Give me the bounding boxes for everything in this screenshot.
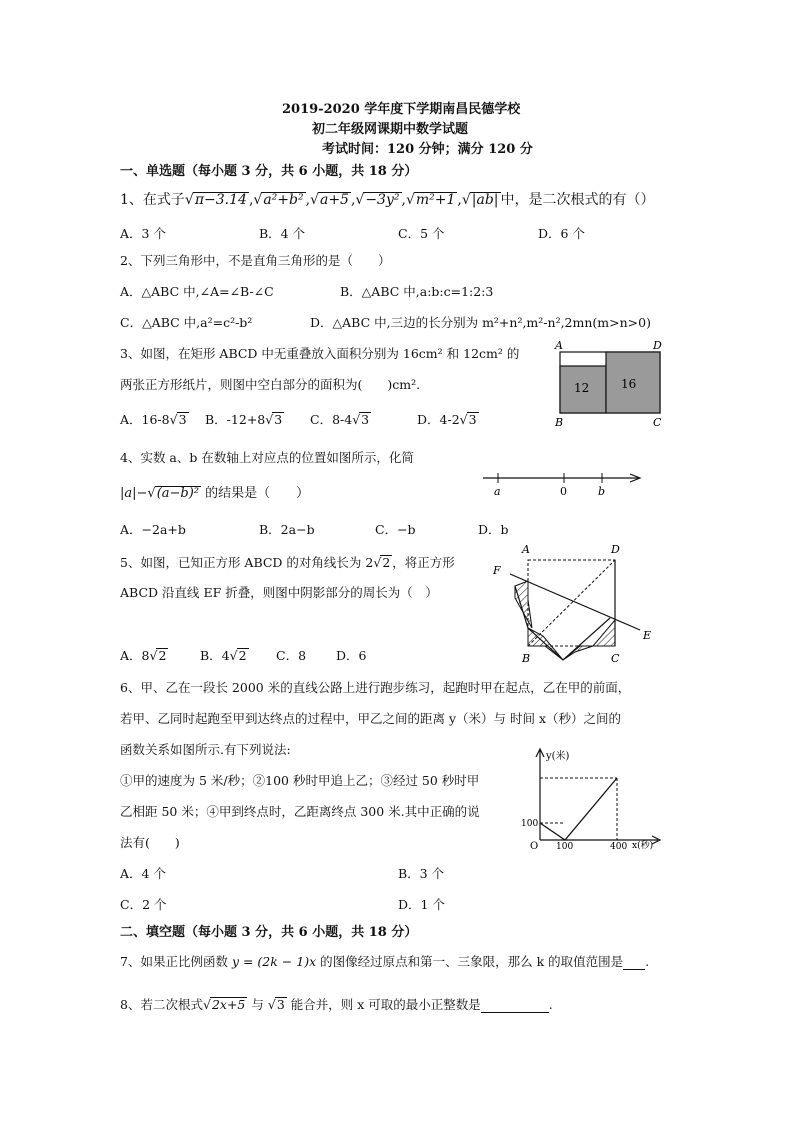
- origin-label: O: [530, 841, 539, 850]
- q1-option-a: A．3 个: [120, 226, 166, 241]
- label-f: F: [493, 564, 501, 577]
- q3-stem-line2: 两张正方形纸片，则图中空白部分的面积为( )cm².: [120, 377, 421, 392]
- q1-prefix: 1、在式子: [120, 192, 185, 208]
- q6-line6: 法有( ): [120, 835, 180, 850]
- point-a: a: [494, 485, 501, 498]
- q3-rectangle-figure: [548, 338, 678, 433]
- shaded-left: [515, 581, 532, 628]
- q3-option-b: B．-12+8√3: [205, 412, 283, 427]
- q8-answer-blank[interactable]: [481, 997, 549, 1013]
- q5-fold-figure: [485, 538, 660, 668]
- q5-option-d: D．6: [336, 648, 367, 663]
- q2-option-d: D．△ABC 中,三边的长分别为 m²+n²,m²-n²,2mn(m>n>0): [310, 315, 651, 330]
- label-e: E: [643, 629, 652, 642]
- q2-option-c: C．△ABC 中,a²=c²-b²: [120, 315, 253, 330]
- q2-stem: 2、下列三角形中，不是直角三角形的是（ ）: [120, 253, 391, 268]
- label-c: C: [653, 416, 662, 429]
- area-label-12: 12: [574, 381, 590, 395]
- label-c: C: [611, 652, 620, 665]
- exam-meta: 考试时间：120 分钟；满分 120 分: [322, 142, 533, 157]
- q1-radical-5: m²+1: [415, 192, 456, 208]
- q6-line1: 6、甲、乙在一段长 2000 米的直线公路上进行跑步练习，起跑时甲在起点，乙在甲的前面，: [120, 680, 631, 695]
- q6-option-a: A．4 个: [120, 866, 166, 881]
- q4-number-line: [478, 465, 648, 500]
- q7-answer-blank[interactable]: [623, 954, 645, 970]
- q5-option-c: C．8: [276, 648, 307, 663]
- q1-radical-2: a²+b²: [263, 192, 304, 208]
- q1-radical-6: |ab|: [471, 192, 499, 208]
- q4-stem-line1: 4、实数 a、b 在数轴上对应点的位置如图所示，化简: [120, 450, 414, 465]
- q6-option-b: B．3 个: [398, 866, 445, 881]
- q1-option-b: B．4 个: [259, 226, 306, 241]
- q7-function-expr: y = (2k − 1)x: [231, 954, 317, 969]
- point-zero: 0: [560, 485, 567, 498]
- q4-option-c: C．−b: [375, 522, 416, 537]
- q6-option-d: D．1 个: [398, 897, 445, 912]
- q6-distance-graph: [518, 745, 668, 850]
- distance-line: [540, 778, 617, 840]
- q5-option-b: B．4√2: [200, 648, 247, 663]
- q1-suffix: 中，是二次根式的有（）: [500, 192, 655, 208]
- q1-radical-4: −3y²: [365, 192, 400, 208]
- label-d: D: [611, 543, 620, 556]
- area-label-16: 16: [621, 377, 637, 391]
- q3-option-d: D．4-2√3: [417, 412, 477, 427]
- section-2-title: 二、填空题（每小题 3 分，共 6 小题，共 18 分）: [120, 925, 418, 940]
- q6-line3: 函数关系如图所示.有下列说法:: [120, 742, 291, 757]
- q1-option-d: D．6 个: [538, 226, 585, 241]
- label-a: A: [555, 339, 563, 352]
- x-axis-label: x(秒): [632, 841, 654, 850]
- point-b: b: [598, 485, 606, 498]
- q5-option-a: A．8√2: [120, 648, 167, 663]
- q1-stem: 1、在式子√π−3.14 ,√a²+b² ,√a+5 ,√−3y² ,√m²+1 ,√|ab| 中，是二次根式的有（）: [120, 192, 655, 208]
- q3-option-c: C．8-4√3: [310, 412, 370, 427]
- x-tick-100: 100: [556, 842, 574, 850]
- q2-option-a: A．△ABC 中,∠A=∠B-∠C: [120, 284, 274, 299]
- q8-stem: 8、若二次根式√2x+5 与 √3 能合并，则 x 可取的最小正整数是 .: [120, 997, 553, 1012]
- q1-option-c: C．5 个: [398, 226, 445, 241]
- label-b: B: [522, 652, 531, 665]
- label-b: B: [555, 416, 564, 429]
- q4-option-d: D．b: [478, 522, 509, 537]
- q6-line2: 若甲、乙同时起跑至甲到达终点的过程中，甲乙之间的距离 y（米）与 时间 x（秒）之间的: [120, 711, 622, 726]
- q3-stem-line1: 3、如图，在矩形 ABCD 中无重叠放入面积分别为 16cm² 和 12cm² 的: [120, 346, 520, 361]
- q7-stem: 7、如果正比例函数 y = (2k − 1)x 的图像经过原点和第一、三象限，那么 k 的取值范围是 .: [120, 954, 650, 969]
- q3-option-a: A．16-8√3: [120, 412, 187, 427]
- label-a: A: [522, 543, 530, 556]
- q4-option-b: B．2a−b: [259, 522, 315, 537]
- y-axis-label: y(米): [546, 751, 570, 762]
- q4-stem-line2: |a|−√(a−b)² 的结果是（ ）: [120, 486, 310, 501]
- label-d: D: [653, 339, 662, 352]
- school-title: 2019-2020 学年度下学期南昌民德学校: [282, 102, 521, 117]
- q2-option-b: B．△ABC 中,a:b:c=1:2:3: [340, 284, 494, 299]
- q6-option-c: C．2 个: [120, 897, 167, 912]
- q1-radical-3: a+5: [319, 192, 349, 208]
- section-1-title: 一、单选题（每小题 3 分，共 6 小题，共 18 分）: [120, 164, 418, 179]
- q5-stem-line1: 5、如图，已知正方形 ABCD 的对角线长为 2√2 ，将正方形: [120, 555, 455, 570]
- y-tick-100: 100: [521, 819, 539, 829]
- q5-stem-line2: ABCD 沿直线 EF 折叠，则图中阴影部分的周长为（ ）: [120, 585, 438, 600]
- q4-option-a: A．−2a+b: [120, 522, 186, 537]
- q6-line4: ①甲的速度为 5 米/秒；②100 秒时甲追上乙；③经过 50 秒时甲: [120, 773, 480, 788]
- x-tick-400: 400: [610, 842, 628, 850]
- q6-line5: 乙相距 50 米；④甲到终点时，乙距离终点 300 米.其中正确的说: [120, 804, 480, 819]
- q1-radical-1: π−3.14: [194, 192, 247, 208]
- exam-title: 初二年级网课期中数学试题: [312, 122, 469, 137]
